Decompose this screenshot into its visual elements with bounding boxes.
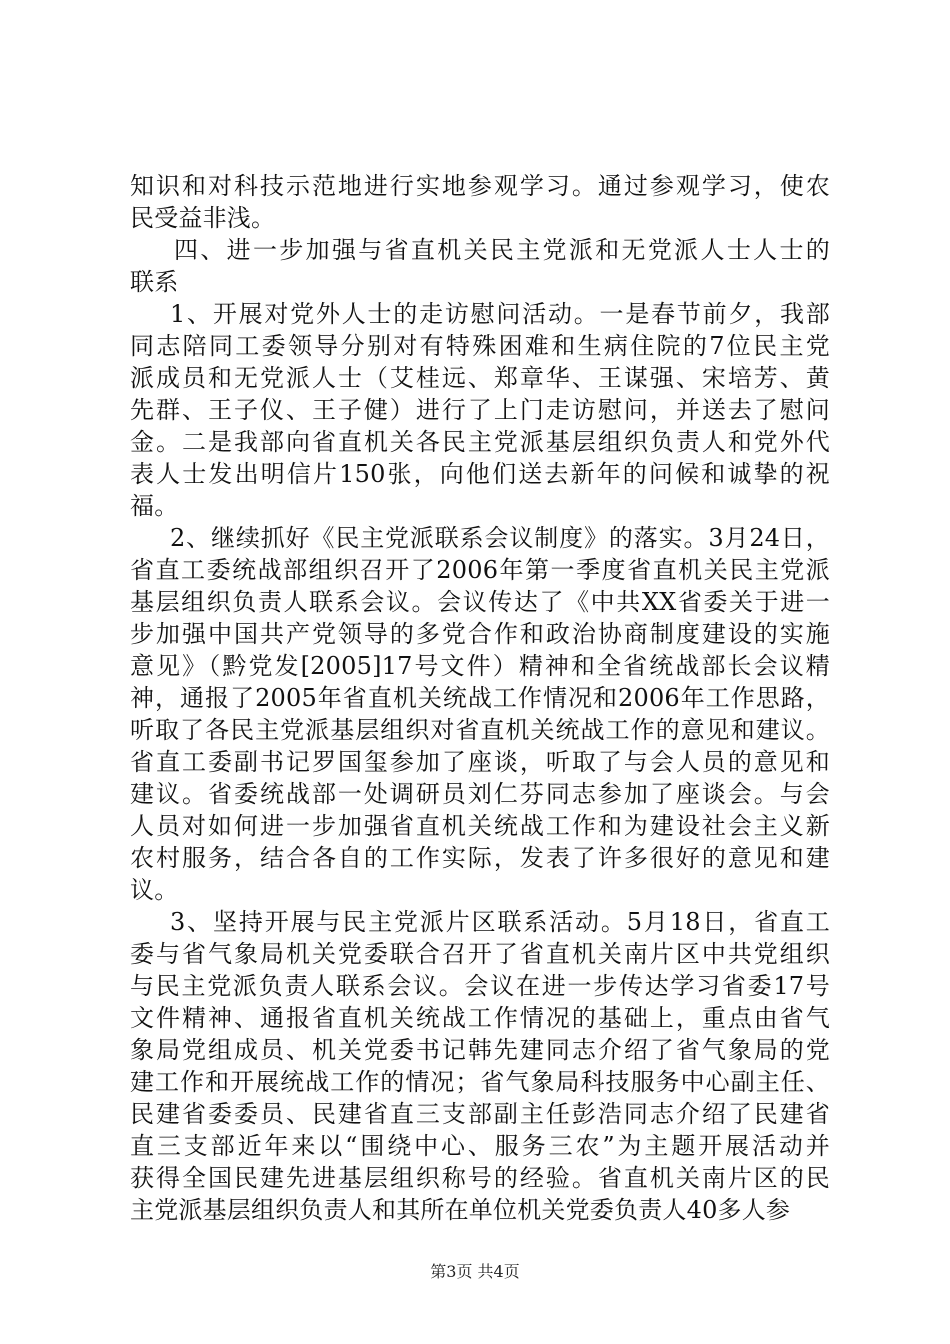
paragraph bbox=[130, 298, 830, 522]
text-line: 金。二是我部向省直机关各民主党派基层组织负责人和党外代 bbox=[130, 428, 830, 456]
text-line: 1、开展对党外人士的走访慰问活动。一是春节前夕，我部 bbox=[170, 300, 830, 328]
text-line: 象局党组成员、机关党委书记韩先建同志介绍了省气象局的党 bbox=[130, 1036, 830, 1064]
text-line: 省直工委副书记罗国玺参加了座谈，听取了与会人员的意见和 bbox=[130, 748, 830, 776]
text-line: 福。 bbox=[130, 492, 179, 520]
text-line: 民受益非浅。 bbox=[130, 204, 276, 232]
text-line: 委与省气象局机关党委联合召开了省直机关南片区中共党组织 bbox=[130, 940, 830, 968]
paragraph bbox=[130, 522, 830, 906]
text-line: 听取了各民主党派基层组织对省直机关统战工作的意见和建议。 bbox=[130, 716, 830, 744]
text-line: 直三支部近年来以“围绕中心、服务三农”为主题开展活动并 bbox=[130, 1132, 830, 1160]
text-line: 2、继续抓好《民主党派联系会议制度》的落实。3月24日， bbox=[170, 524, 830, 552]
text-line: 建工作和开展统战工作的情况；省气象局科技服务中心副主任、 bbox=[130, 1068, 830, 1096]
paragraph bbox=[130, 170, 830, 234]
paragraph bbox=[130, 906, 830, 1226]
text-line: 表人士发出明信片150张，向他们送去新年的问候和诚挚的祝 bbox=[130, 460, 830, 488]
text-line: 议。 bbox=[130, 876, 179, 904]
text-line: 联系 bbox=[130, 268, 179, 296]
text-line: 基层组织负责人联系会议。会议传达了《中共XX省委关于进一 bbox=[130, 588, 830, 616]
text-line: 文件精神、通报省直机关统战工作情况的基础上，重点由省气 bbox=[130, 1004, 830, 1032]
text-line: 先群、王子仪、王子健）进行了上门走访慰问，并送去了慰问 bbox=[130, 396, 830, 424]
text-line: 四、进一步加强与省直机关民主党派和无党派人士人士的 bbox=[174, 236, 830, 264]
text-line: 与民主党派负责人联系会议。会议在进一步传达学习省委17号 bbox=[130, 972, 830, 1000]
text-line: 省直工委统战部组织召开了2006年第一季度省直机关民主党派 bbox=[130, 556, 830, 584]
text-line: 主党派基层组织负责人和其所在单位机关党委负责人40多人参 bbox=[130, 1196, 791, 1224]
text-line: 获得全国民建先进基层组织称号的经验。省直机关南片区的民 bbox=[130, 1164, 830, 1192]
text-line: 步加强中国共产党领导的多党合作和政治协商制度建设的实施 bbox=[130, 620, 830, 648]
paragraph bbox=[130, 234, 830, 298]
text-line: 意见》（黔党发[2005]17号文件）精神和全省统战部长会议精 bbox=[130, 652, 830, 680]
page-footer bbox=[0, 1262, 950, 1282]
text-line: 民建省委委员、民建省直三支部副主任彭浩同志介绍了民建省 bbox=[130, 1100, 830, 1128]
text-line: 派成员和无党派人士（艾桂远、郑章华、王谋强、宋培芳、黄 bbox=[130, 364, 830, 392]
text-line: 人员对如何进一步加强省直机关统战工作和为建设社会主义新 bbox=[130, 812, 830, 840]
text-line: 神，通报了2005年省直机关统战工作情况和2006年工作思路， bbox=[130, 684, 830, 712]
document-body bbox=[130, 170, 830, 1226]
page-number: 第3页 共4页 bbox=[430, 1262, 520, 1281]
text-line: 3、坚持开展与民主党派片区联系活动。5月18日，省直工 bbox=[170, 908, 830, 936]
text-line: 农村服务，结合各自的工作实际，发表了许多很好的意见和建 bbox=[130, 844, 830, 872]
text-line: 知识和对科技示范地进行实地参观学习。通过参观学习，使农 bbox=[130, 172, 830, 200]
text-line: 建议。省委统战部一处调研员刘仁芬同志参加了座谈会。与会 bbox=[130, 780, 830, 808]
text-line: 同志陪同工委领导分别对有特殊困难和生病住院的7位民主党 bbox=[130, 332, 830, 360]
